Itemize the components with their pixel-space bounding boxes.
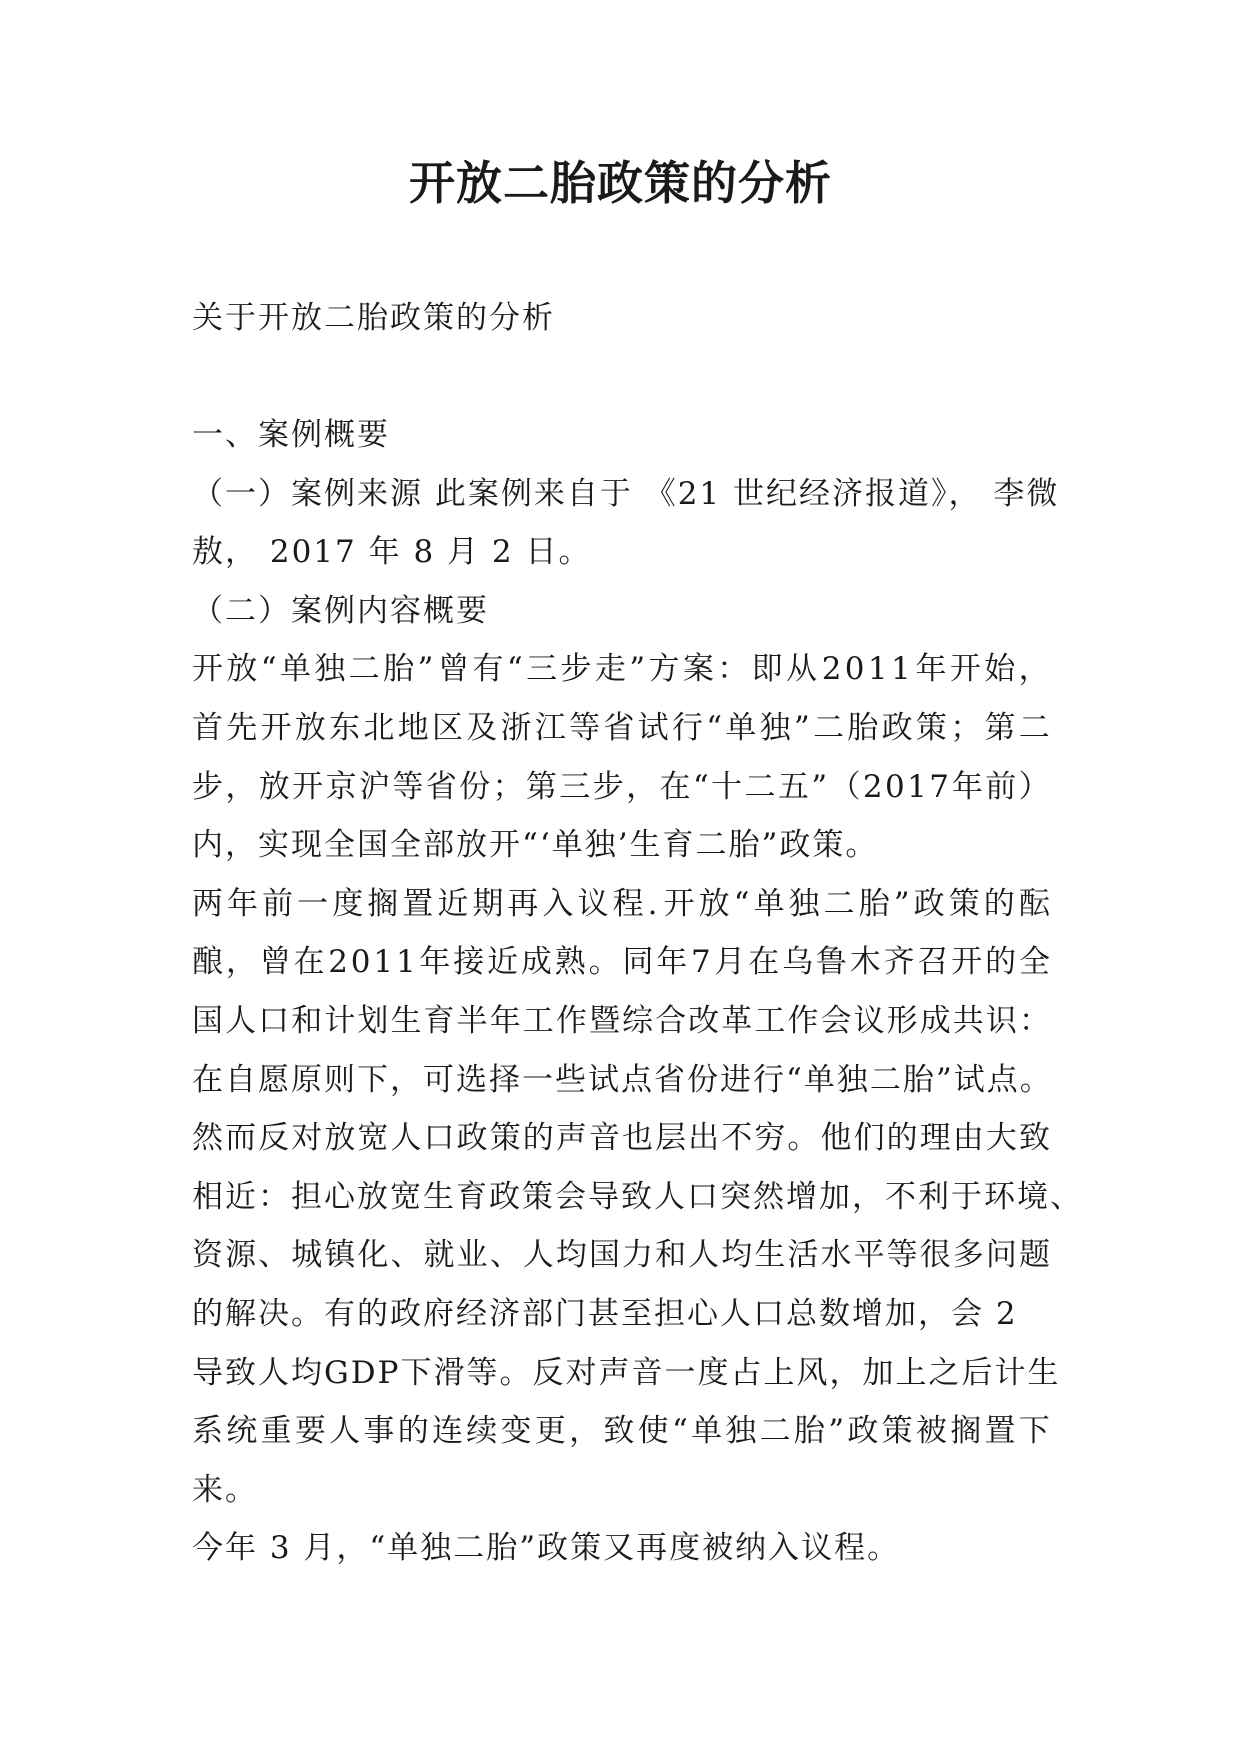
document-body [192,406,1083,1578]
body-line: 两 年 前 一 度 搁 置 近 期 再 入 议 程 . 开 放 “ 单 独 二 胎 ” 政 策 的 酝 [192,885,1052,922]
body-line: （二）案例内容概要 [192,592,489,629]
body-line: 系 统 重 要 人 事 的 连 续 变 更 ， 致 使 “ 单 独 二 胎 ” 政 策 被 搁 置 下 [192,1413,1052,1450]
body-line: 相 近 ： 担 心 放 宽 生 育 政 策 会 导 致 人 口 突 然 增 加 ， 不 利 于 环 境 、 [192,1178,1083,1215]
body-line: 今年 3 月，“单独二胎”政策又再度被纳入议程。 [192,1530,901,1567]
body-line: 的解决。有的政府经济部门甚至担心人口总数增加，会 2 [192,1295,1018,1332]
body-line: 步 ， 放 开 京 沪 等 省 份 ； 第 三 步 ， 在 “ 十 二 五 ” （ 2 0 1 7 年 前 ） [192,768,1052,805]
body-line: 在 自 愿 原 则 下 ， 可 选 择 一 些 试 点 省 份 进 行 “ 单 独 二 胎 ” 试 点 。 [192,1061,1053,1098]
body-line: 然 而 反 对 放 宽 人 口 政 策 的 声 音 也 层 出 不 穷 。 他 们 的 理 由 大 致 [192,1120,1052,1157]
body-line: 开 放 “ 单 独 二 胎 ” 曾 有 “ 三 步 走 ” 方 案 ： 即 从 2 0 1 1 年 开 始 ， [192,651,1052,688]
body-line: 内，实现全国全部放开“‘单独’生育二胎”政策。 [192,827,879,864]
body-line: （一）案例来源 此案例来自于 《21 世纪经济报道》， 李微 [192,475,1060,512]
body-line: 国 人 口 和 计 划 生 育 半 年 工 作 暨 综 合 改 革 工 作 会 议 形 成 共 识 ： [192,1002,1052,1039]
document-subtitle: 关于开放二胎政策的分析 [192,300,555,336]
body-line: 酿 ， 曾 在 2 0 1 1 年 接 近 成 熟 。 同 年 7 月 在 乌 鲁 木 齐 召 开 的 全 [192,944,1052,981]
body-line: 导 致 人 均 G D P 下 滑 等 。 反 对 声 音 一 度 占 上 风 ， 加 上 之 后 计 生 [192,1354,1061,1391]
body-line: 资 源 、 城 镇 化 、 就 业 、 人 均 国 力 和 人 均 生 活 水 平 等 很 多 问 题 [192,1237,1052,1274]
body-line: 来。 [192,1471,258,1508]
body-line: 一、案例概要 [192,417,390,453]
body-line: 敖， 2017 年 8 月 2 日。 [192,534,592,571]
document-title: 开放二胎政策的分析 [409,156,832,210]
body-line: 首 先 开 放 东 北 地 区 及 浙 江 等 省 试 行 “ 单 独 ” 二 胎 政 策 ； 第 二 [192,709,1052,746]
